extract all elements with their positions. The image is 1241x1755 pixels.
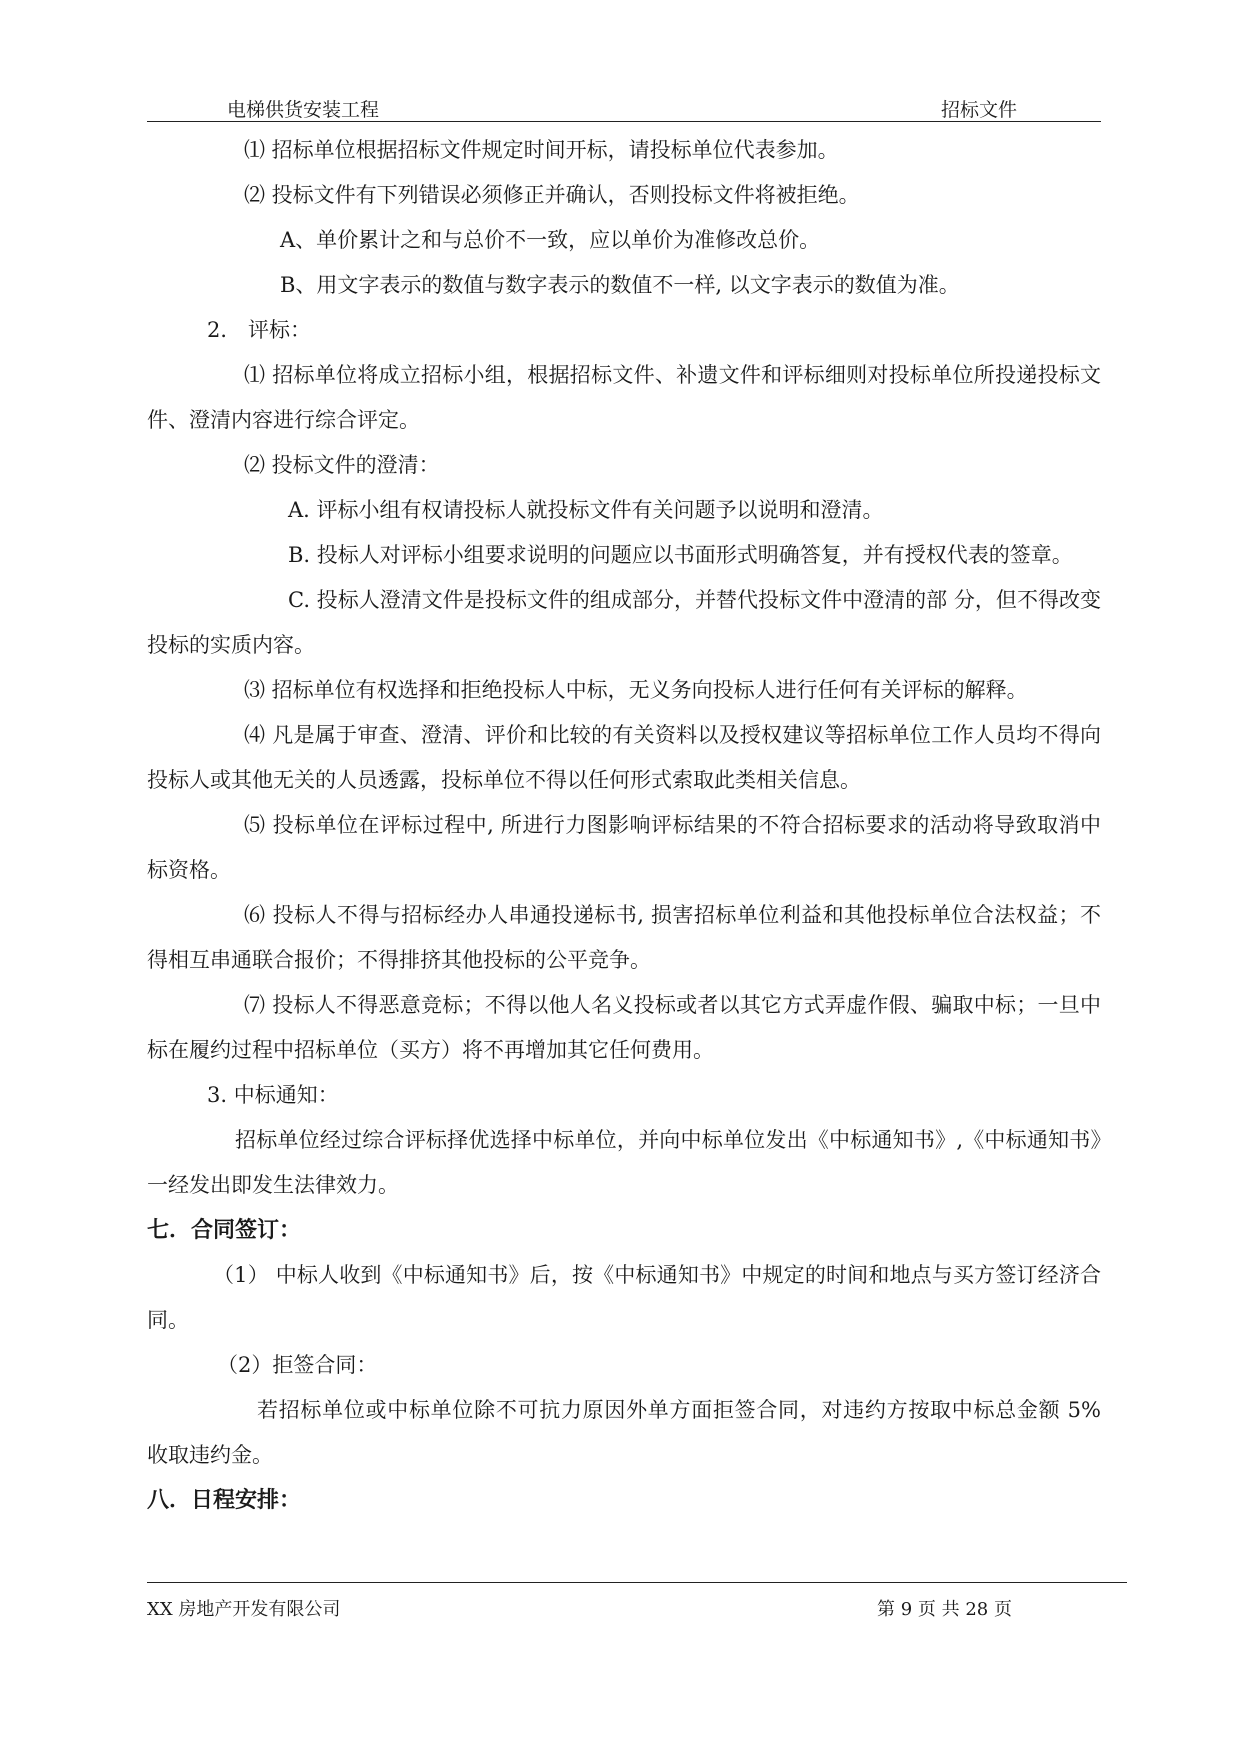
paragraph: A、单价累计之和与总价不一致，应以单价为准修改总价。 <box>280 228 821 252</box>
paragraph: ⑶ 招标单位有权选择和拒绝投标人中标，无义务向投标人进行任何有关评标的解释。 <box>244 678 1028 702</box>
paragraph: ⑴ 招标单位将成立招标小组，根据招标文件、补遗文件和评标细则对投标单位所投递投标文件、澄清内容进行综合评定。 <box>147 363 1101 432</box>
paragraph: ⑷ 凡是属于审查、澄清、评价和比较的有关资料以及授权建议等招标单位工作人员均不得向投标人或其他无关的人员透露，投标单位不得以任何形式索取此类相关信息。 <box>147 723 1101 792</box>
section-7-title: 七．合同签订： <box>147 1218 302 1243</box>
paragraph: ⑴ 招标单位根据招标文件规定时间开标，请投标单位代表参加。 <box>244 138 839 162</box>
paragraph: ⑹ 投标人不得与招标经办人串通投递标书, 损害招标单位利益和其他投标单位合法权益；不得相互串通联合报价；不得排挤其他投标的公平竞争。 <box>147 903 1101 972</box>
paragraph: 若招标单位或中标单位除不可抗力原因外单方面拒签合同，对违约方按取中标总金额 5% 收取违约金。 <box>147 1398 1101 1467</box>
footer-company: XX 房地产开发有限公司 <box>147 1599 341 1620</box>
paragraph: ⑺ 投标人不得恶意竞标；不得以他人名义投标或者以其它方式弄虚作假、骗取中标；一旦中标在履约过程中招标单位（买方）将不再增加其它任何费用。 <box>147 993 1101 1062</box>
page-footer <box>147 1582 1127 1620</box>
footer-page-number: 第 9 页 共 28 页 <box>877 1599 1012 1620</box>
paragraph: ⑸ 投标单位在评标过程中, 所进行力图影响评标结果的不符合招标要求的活动将导致取消中标资格。 <box>147 813 1101 882</box>
section-8-title: 八．日程安排： <box>147 1488 302 1513</box>
section-heading-3: 3. 中标通知： <box>207 1083 339 1107</box>
document-body <box>147 128 1101 1523</box>
paragraph: （1） 中标人收到《中标通知书》后，按《中标通知书》中规定的时间和地点与买方签订经济合同。 <box>147 1263 1101 1332</box>
paragraph: B、用文字表示的数值与数字表示的数值不一样, 以文字表示的数值为准。 <box>280 273 960 297</box>
section-heading-2: 2． 评标： <box>207 318 312 342</box>
paragraph: （2）拒签合同： <box>217 1353 378 1377</box>
header-document-type: 招标文件 <box>940 99 1017 121</box>
paragraph: C. 投标人澄清文件是投标文件的组成部分，并替代投标文件中澄清的部 分，但不得改变投标的实质内容。 <box>147 588 1101 657</box>
paragraph: 招标单位经过综合评标择优选择中标单位，并向中标单位发出《中标通知书》,《中标通知书》一经发出即发生法律效力。 <box>147 1128 1101 1197</box>
paragraph: ⑵ 投标文件的澄清： <box>244 453 440 477</box>
page-header <box>147 95 1101 122</box>
paragraph: ⑵ 投标文件有下列错误必须修正并确认，否则投标文件将被拒绝。 <box>244 183 860 207</box>
paragraph: B. 投标人对评标小组要求说明的问题应以书面形式明确答复，并有授权代表的签章。 <box>288 543 1073 567</box>
header-project-title: 电梯供货安装工程 <box>227 99 380 121</box>
paragraph: A. 评标小组有权请投标人就投标文件有关问题予以说明和澄清。 <box>288 498 884 522</box>
